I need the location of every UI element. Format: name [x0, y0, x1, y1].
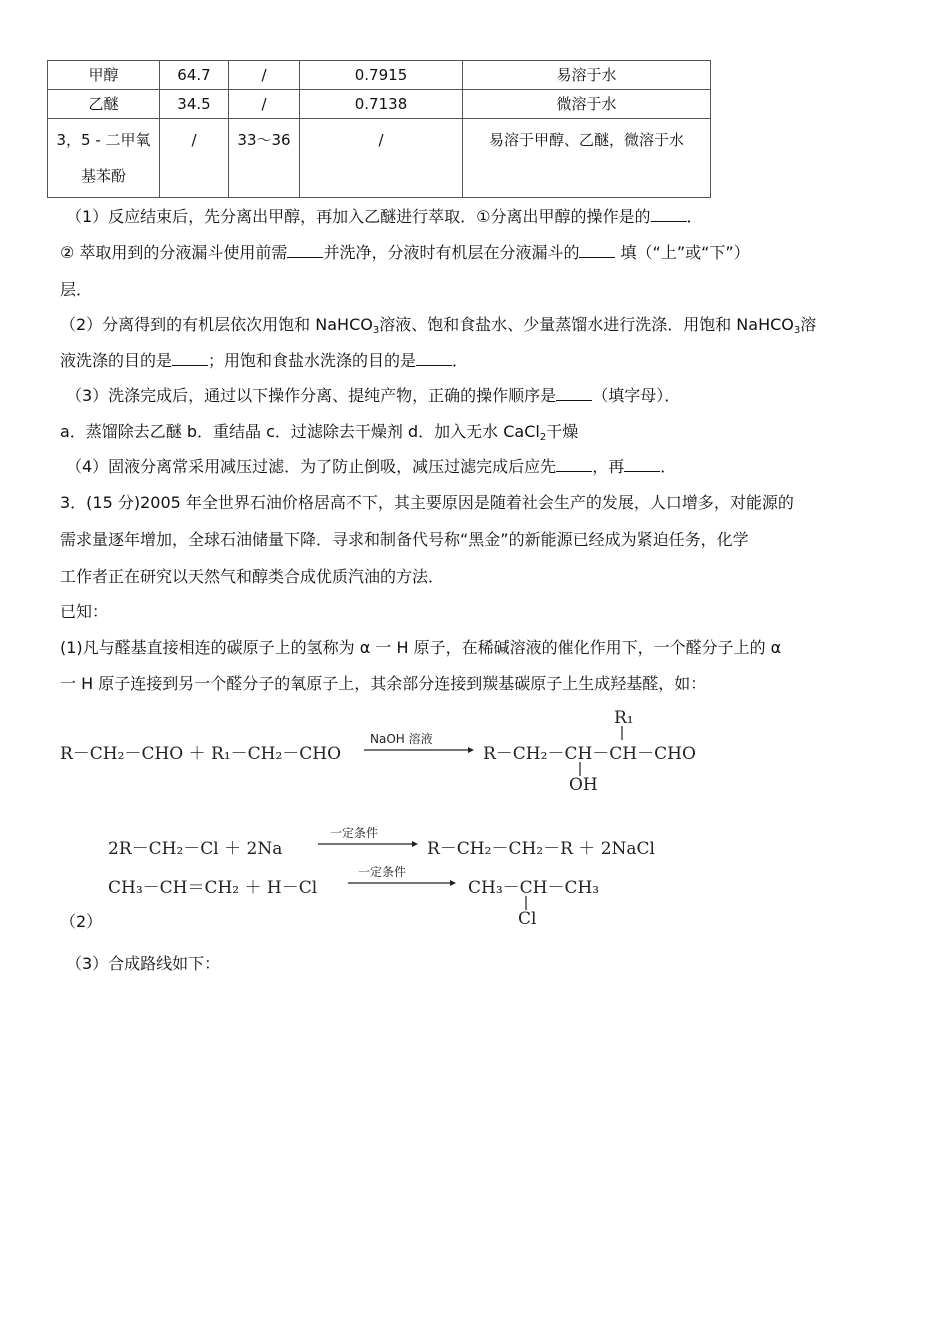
reaction-arrow — [364, 746, 474, 754]
problem-3-line-1: 3．(15 分)2005 年全世界石油价格居高不下，其主要原因是随着社会生产的发展，人口增多，对能源的 — [60, 493, 794, 512]
reaction-1-substituent: R₁ — [614, 708, 634, 728]
reaction-3-reactants: CH₃－CH＝CH₂ ＋ H－Cl — [108, 878, 318, 898]
reaction-3-condition: 一定条件 — [358, 865, 407, 879]
answer-blank[interactable] — [579, 243, 615, 258]
table-cell: 易溶于甲醇、乙醚，微溶于水 — [463, 119, 711, 198]
known-1b: 一 H 原子连接到另一个醛分子的氧原子上，其余部分连接到羰基碳原子上生成羟基醛，如： — [60, 674, 707, 693]
question-4: （4）固液分离常采用减压过滤．为了防止倒吸，减压过滤完成后应先 ，再 ． — [66, 457, 677, 476]
reaction-1-condition: NaOH 溶液 — [370, 732, 433, 746]
question-1c: 层． — [60, 280, 93, 299]
table-cell: 微溶于水 — [463, 90, 711, 119]
table-cell: 33～36 — [229, 119, 300, 198]
table-row — [48, 90, 711, 119]
answer-blank[interactable] — [172, 351, 208, 366]
table-cell: / — [229, 61, 300, 90]
bond-line — [524, 896, 528, 910]
reaction-2-condition: 一定条件 — [330, 826, 379, 840]
table-cell: 乙醚 — [48, 90, 160, 119]
reaction-2-products: R－CH₂－CH₂－R ＋ 2NaCl — [427, 839, 655, 859]
question-2b: 液洗涤的目的是 ；用饱和食盐水洗涤的目的是 ． — [60, 351, 469, 370]
answer-blank[interactable] — [556, 386, 592, 401]
bond-line — [578, 762, 582, 776]
question-2a: （2）分离得到的有机层依次用饱和 NaHCO$_3$溶液、饱和食盐水、少量蒸馏水进行洗涤．用饱和 NaHCO$_3$溶 — [60, 315, 817, 336]
table-cell: 64.7 — [160, 61, 229, 90]
table-cell: 0.7915 — [300, 61, 463, 90]
problem-3-line-2: 需求量逐年增加，全球石油储量下降．寻求和制备代号称“黑金”的新能源已经成为紧迫任务，化学 — [60, 530, 749, 549]
table-row — [48, 119, 711, 198]
problem-3-line-3: 工作者正在研究以天然气和醇类合成优质汽油的方法． — [60, 567, 445, 586]
answer-blank[interactable] — [416, 351, 452, 366]
table-cell: 3，5 - 二甲氧基苯酚 — [48, 119, 160, 198]
reaction-3-product: CH₃－CH－CH₃ — [468, 878, 600, 898]
table-cell: 甲醇 — [48, 61, 160, 90]
question-3a: （3）洗涤完成后，通过以下操作分离、提纯产物，正确的操作顺序是 （填字母）． — [66, 386, 681, 405]
table-row — [48, 61, 711, 90]
table-cell: 易溶于水 — [463, 61, 711, 90]
reaction-arrow — [318, 840, 418, 848]
reaction-1-product: R－CH₂－CH－CH－CHO — [483, 744, 696, 764]
reaction-1-hydroxyl: OH — [569, 775, 598, 795]
table-cell: 0.7138 — [300, 90, 463, 119]
bond-line — [620, 726, 624, 740]
known-1a: (1)凡与醛基直接相连的碳原子上的氢称为 α 一 H 原子，在稀碱溶液的催化作用下，一个醛分子上的 α — [60, 638, 782, 657]
question-1a: （1）反应结束后，先分离出甲醇，再加入乙醚进行萃取．①分离出甲醇的操作是的 ． — [66, 207, 703, 226]
question-3b: a．蒸馏除去乙醚 b．重结晶 c．过滤除去干燥剂 d．加入无水 CaCl$_2$干燥 — [60, 422, 579, 443]
table-cell: / — [300, 119, 463, 198]
answer-blank[interactable] — [651, 207, 687, 222]
table-cell: / — [160, 119, 229, 198]
answer-blank[interactable] — [287, 243, 323, 258]
question-1b: ② 萃取用到的分液漏斗使用前需 并洗净，分液时有机层在分液漏斗的 填（“上”或“下”） — [60, 243, 750, 262]
reaction-arrow — [348, 879, 456, 887]
table-cell: / — [229, 90, 300, 119]
reaction-3-chloro: Cl — [518, 909, 537, 929]
properties-table — [47, 60, 711, 198]
table-cell: 34.5 — [160, 90, 229, 119]
reaction-1-reactants: R－CH₂－CHO ＋ R₁－CH₂－CHO — [60, 744, 342, 764]
known-label: 已知： — [60, 602, 109, 621]
known-2-label: （2） — [60, 912, 103, 931]
answer-blank[interactable] — [624, 457, 660, 472]
known-3-label: （3）合成路线如下： — [66, 954, 221, 973]
reaction-2-reactants: 2R－CH₂－Cl ＋ 2Na — [108, 839, 283, 859]
answer-blank[interactable] — [556, 457, 592, 472]
